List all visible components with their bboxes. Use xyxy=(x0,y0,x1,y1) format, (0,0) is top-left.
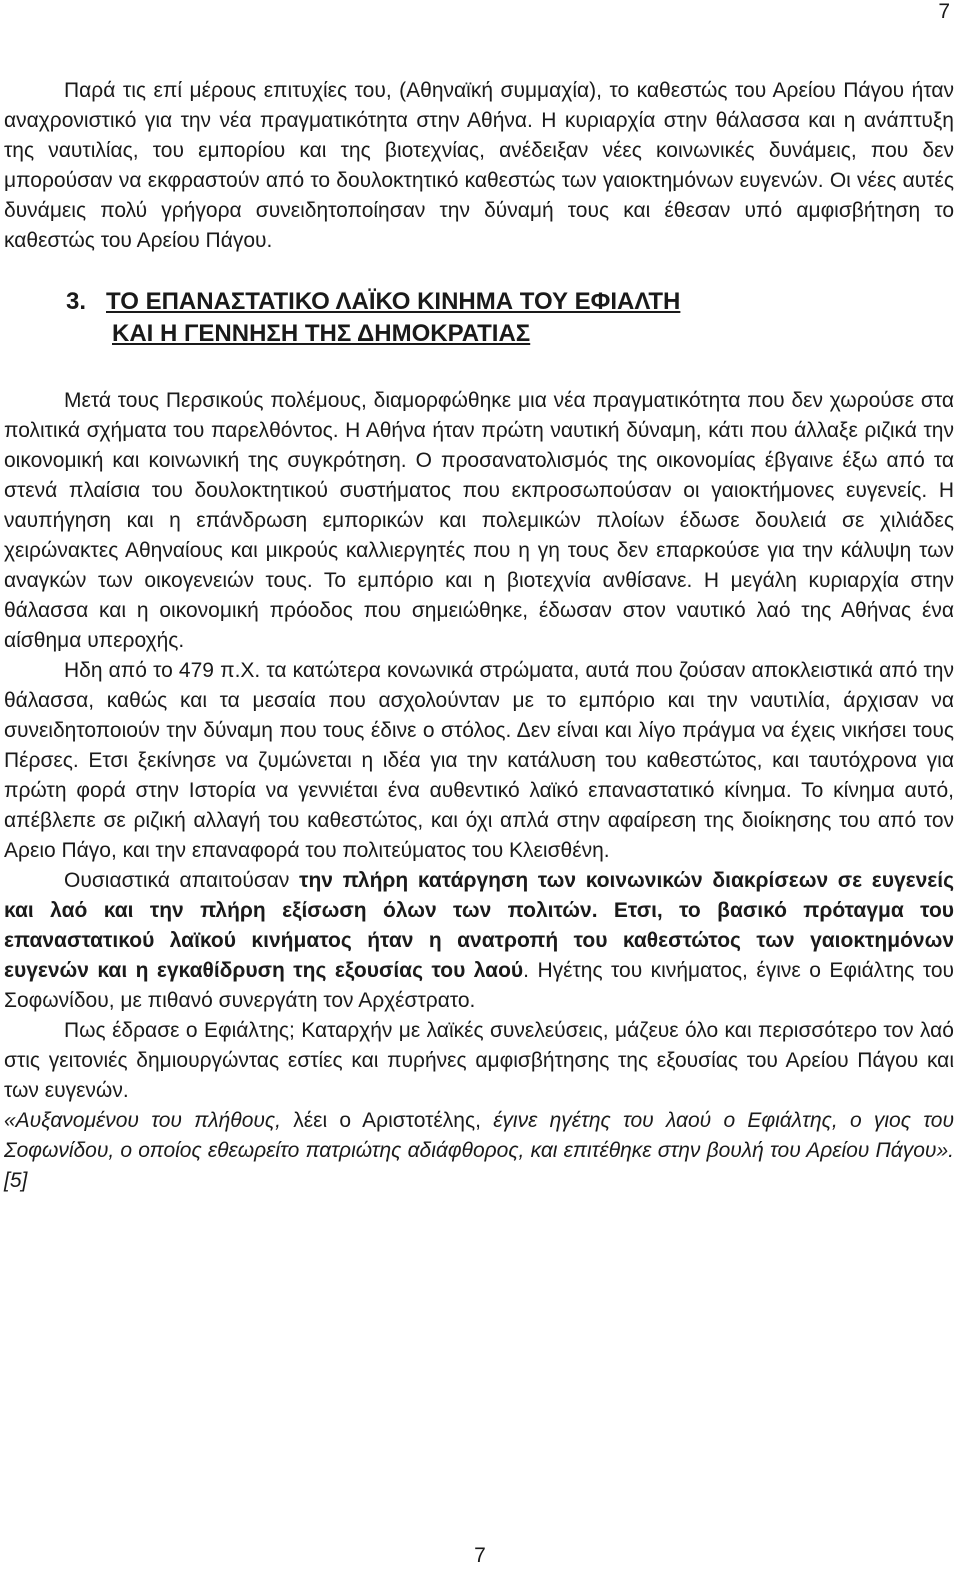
paragraph-1: Παρά τις επί μέρους επιτυχίες του, (Αθηναϊκή συμμαχία), το καθεστώς του Αρείου Πάγου ήταν αναχρονιστικό για την νέα πραγματικότητα στην Αθήνα. Η κυριαρχία στην θάλασσα και η ανάπτυξη της ναυτιλίας, του εμπορίου και της βιοτεχνίας, ανέδειξαν νέες κοινωνικές δυνάμεις, που δεν μπορούσαν να εκφραστούν από το δουλοκτητικό καθεστώς των γαιοκτημόνων ευγενών. Οι νέες αυτές δυνάμεις πολύ γρήγορα συνειδητοποίησαν την δύναμή τους και έθεσαν υπό αμφισβήτηση το καθεστώς του Αρείου Πάγου. xyxy=(4,79,954,252)
paragraph-4-lead: Ουσιαστικά απαιτούσαν xyxy=(64,869,300,892)
quote-part-2: έγινε ηγέτης του λαού ο Εφιάλτης, ο γιος του Σοφωνίδου, ο οποίος εθεωρείτο πατριώτης αδιάφθορος, και επιτέθηκε στην βουλή του Αρείου Πάγου». [5] xyxy=(4,1109,954,1192)
section-title-line-2: ΚΑΙ Η ΓΕΝΝΗΣΗ ΤΗΣ ΔΗΜΟΚΡΑΤΙΑΣ xyxy=(112,320,531,347)
quote-part-1: «Αυξανομένου του πλήθους, xyxy=(4,1109,281,1132)
aristotle-quote xyxy=(4,1106,954,1196)
section-title-line-1: ΤΟ ΕΠΑΝΑΣΤΑΤΙΚΟ ΛΑΪΚΟ ΚΙΝΗΜΑ ΤΟΥ ΕΦΙΑΛΤΗ xyxy=(106,288,681,315)
section-number: 3. xyxy=(66,288,87,315)
quote-attribution: λέει ο Αριστοτέλης, xyxy=(280,1109,494,1132)
paragraph-3: Ηδη από το 479 π.Χ. τα κατώτερα κονωνικά στρώματα, αυτά που ζούσαν αποκλειστικά από την θάλασσα, καθώς και τα μεσαία που ασχολούνταν με το εμπόριο και την ναυτιλία, άρχισαν να συνειδητοποιούν την δύναμη που τους έδινε ο στόλος. Δεν είναι και λίγο πράγμα να έχεις νικήσει τους Πέρσες. Ετσι ξεκίνησε να ζυμώνεται η ιδέα για την κατάλυση του καθεστώτος, και ταυτόχρονα για πρώτη φορά στην Ιστορία να γεννιέται ένα αυθεντικό λαϊκό επαναστατικό κίνημα. Το κίνημα αυτό, απέβλεπε σε ριζική αλλαγή του καθεστώτος, και όχι απλά στην αφαίρεση της διοίκησης του από τον Αρειο Πάγο, και την επαναφορά του πολιτεύματος του Κλεισθένη. xyxy=(4,659,954,862)
page-number-bottom: 7 xyxy=(474,1544,486,1567)
paragraph-5: Πως έδρασε ο Εφιάλτης; Καταρχήν με λαϊκές συνελεύσεις, μάζευε όλο και περισσότερο τον λαό στις γειτονιές δημιουργώντας εστίες και πυρήνες αμφισβήτησης της εξουσίας του Αρείου Πάγου και των ευγενών. xyxy=(4,1019,954,1102)
paragraph-2: Μετά τους Περσικούς πολέμους, διαμορφώθηκε μια νέα πραγματικότητα που δεν χωρούσε στα πολιτικά σχήματα του παρελθόντος. Η Αθήνα ήταν πρώτη ναυτική δύναμη, κάτι που άλλαξε ριζικά την οικονομική και κοινωνική της συγκρότηση. Ο προσανατολισμός της οικονομίας έβγαινε έξω από τα στενά πλαίσια του δουλοκτητικού συστήματος που εκπροσωπούσαν οι γαιοκτήμονες ευγενείς. Η ναυπήγηση και η επάνδρωση εμπορικών και πολεμικών πλοίων έδωσε δουλειά σε χιλιάδες χειρώνακτες Αθηναίους και μικρούς καλλιεργητές που η γη τους δεν επαρκούσε για την κάλυψη των αναγκών των οικογενειών τους. Το εμπόριο και η βιοτεχνία ανθίσανε. Η μεγάλη κυριαρχία στην θάλασσα και η οικονομική πρόοδος που σημειώθηκε, έδωσαν στον ναυτικό λαό της Αθήνας ένα αίσθημα υπεροχής. xyxy=(4,389,954,652)
paragraph-4-emphasis: την πλήρη κατάργηση των κοινωνικών διακρίσεων σε ευγενείς και λαό και την πλήρη εξίσωση όλων των πολιτών. Ετσι, το βασικό πρόταγμα του επαναστατικού λαϊκού κινήματος ήταν η ανατροπή του καθεστώτος των γαιοκτημόνων ευγενών και η εγκαθίδρυση της εξουσίας του λαού xyxy=(4,869,954,982)
paragraph-4-tail: . Ηγέτης του κινήματος, έγινε ο Εφιάλτης του Σοφωνίδου, με πιθανό συνεργάτη τον Αρχέστρατο. xyxy=(4,959,954,1012)
section-heading xyxy=(66,286,954,350)
page-number-top: 7 xyxy=(938,0,950,23)
document-body xyxy=(4,76,954,1196)
paragraph-4 xyxy=(4,866,954,1016)
